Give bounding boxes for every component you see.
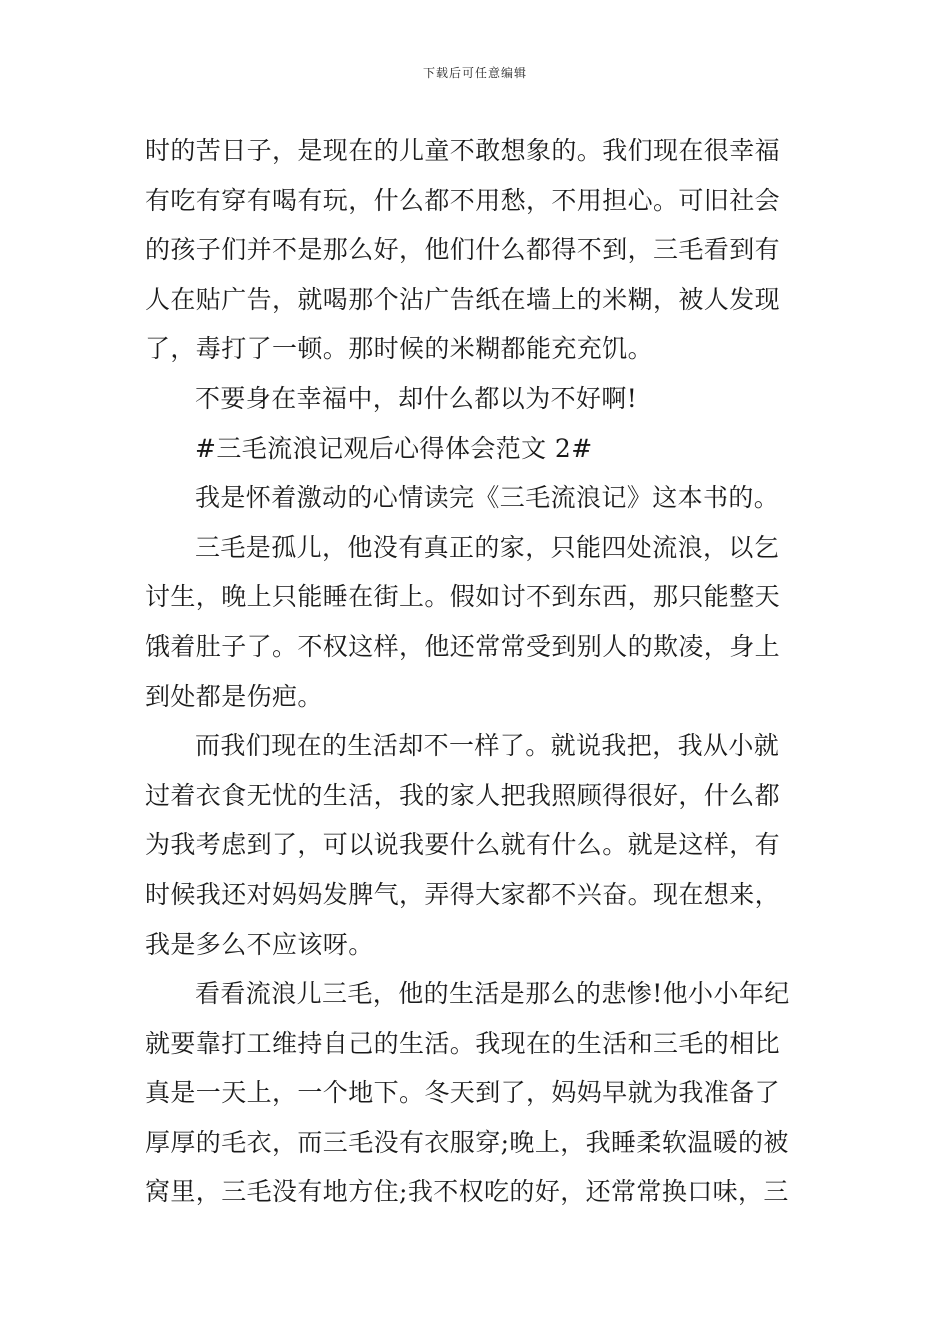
- text-line: 了，毒打了一顿。那时候的米糊都能充充饥。: [145, 334, 654, 364]
- text-line: 时候我还对妈妈发脾气，弄得大家都不兴奋。现在想来，: [145, 879, 781, 909]
- text-line: 讨生，晚上只能睡在街上。假如讨不到东西，那只能整天: [145, 582, 781, 612]
- text-line: 有吃有穿有喝有玩，什么都不用愁，不用担心。可旧社会: [145, 185, 781, 215]
- text-line: 到处都是伤疤。: [145, 681, 323, 711]
- text-line: 饿着肚子了。不权这样，他还常常受到别人的欺凌，身上: [145, 631, 781, 661]
- text-line: 时的苦日子，是现在的儿童不敢想象的。我们现在很幸福: [145, 136, 781, 165]
- text-line: 过着衣食无忧的生活，我的家人把我照顾得很好，什么都: [145, 780, 781, 810]
- text-line: 厚厚的毛衣，而三毛没有衣服穿;晚上，我睡柔软温暖的被: [145, 1127, 789, 1157]
- text-line: 真是一天上，一个地下。冬天到了，妈妈早就为我准备了: [145, 1078, 781, 1108]
- text-line: 人在贴广告，就喝那个沾广告纸在墙上的米糊，被人发现: [145, 284, 781, 314]
- text-line: 为我考虑到了，可以说我要什么就有什么。就是这样，有: [145, 830, 781, 860]
- text-line: 而我们现在的生活却不一样了。就说我把，我从小就: [195, 731, 780, 761]
- document-body: [145, 126, 811, 1217]
- text-line: 窝里，三毛没有地方住;我不权吃的好，还常常换口味，三: [145, 1177, 789, 1207]
- text-line: 我是多么不应该呀。: [145, 929, 374, 959]
- text-line: 的孩子们并不是那么好，他们什么都得不到，三毛看到有: [145, 235, 781, 265]
- text-line: 看看流浪儿三毛，他的生活是那么的悲惨!他小小年纪: [195, 979, 790, 1009]
- text-line: 不要身在幸福中，却什么都以为不好啊!: [195, 383, 638, 413]
- page-header: 下载后可任意编辑: [422, 66, 527, 80]
- text-line: 就要靠打工维持自己的生活。我现在的生活和三毛的相比: [145, 1028, 781, 1058]
- text-line: 三毛是孤儿，他没有真正的家，只能四处流浪，以乞: [195, 532, 780, 562]
- section-heading: #三毛流浪记观后心得体会范文 2#: [195, 433, 593, 463]
- text-line: 我是怀着激动的心情读完《三毛流浪记》这本书的。: [195, 483, 780, 513]
